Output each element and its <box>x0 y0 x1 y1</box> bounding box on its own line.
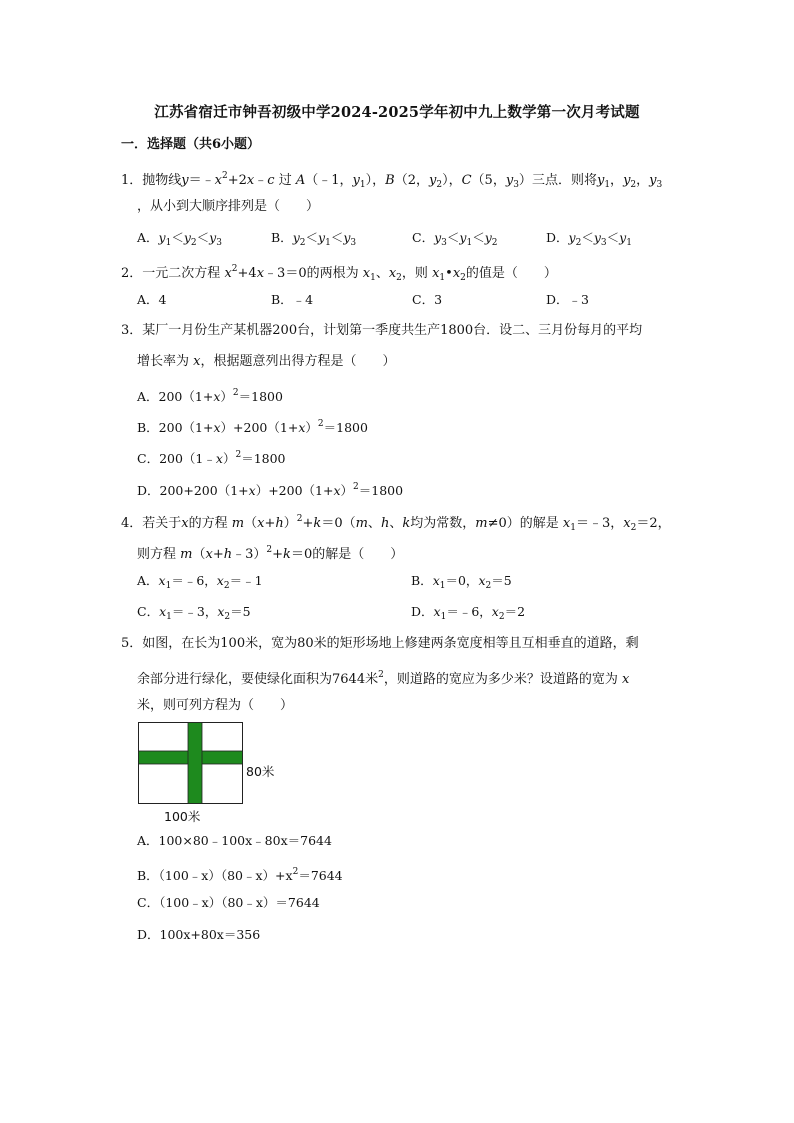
section-heading: 一．选择题（共6小题） <box>121 137 261 152</box>
q2-option-d[interactable]: D．﹣3 <box>546 292 589 307</box>
road-diagram <box>138 722 278 826</box>
q2-option-c[interactable]: C．3 <box>412 292 443 307</box>
q5-option-d[interactable]: D．100x+80x＝356 <box>137 927 261 942</box>
q1-option-a[interactable]: A．$y_1<y_2<y_3$ <box>137 230 222 248</box>
q5-option-a[interactable]: A．100×80﹣100x﹣80x＝7644 <box>137 833 332 848</box>
question-5-line-1: 5．如图，在长为100米，宽为80米的矩形场地上修建两条宽度相等且互相垂直的道路，剩 <box>121 636 639 651</box>
question-1-line-1: 1．抛物线$y=﹣x^2+2x﹣c$ 过 A（﹣1，$y_1$），B（2，$y_2$），C（5，$y_3$）三点．则将$y_1$，$y_2$，$y_3$ <box>121 171 663 190</box>
q4-option-b[interactable]: B．$x_1=0$，$x_2=5$ <box>411 573 512 591</box>
length-label: 100米 <box>164 809 201 824</box>
q1-option-b[interactable]: B．$y_2<y_1<y_3$ <box>271 230 357 248</box>
width-label: 80米 <box>246 764 275 779</box>
q3-option-a[interactable]: A．$200(1+x)^2=1800$ <box>137 388 283 404</box>
question-1-line-2: ，从小到大顺序排列是（ ） <box>137 199 320 214</box>
q5-option-c[interactable]: C．（100﹣x）（80﹣x）＝7644 <box>137 895 320 910</box>
q2-option-a[interactable]: A．4 <box>137 292 167 307</box>
q1-option-d[interactable]: D．$y_2<y_3<y_1$ <box>546 230 632 248</box>
question-5-line-3: 米，则可列方程为（ ） <box>137 698 294 713</box>
question-5-line-2: 余部分进行绿化，要使绿化面积为7644米$^2$，则道路的宽应为多少米？设道路的宽为 x <box>137 670 630 687</box>
question-3-line-1: 3．某厂一月份生产某机器200台，计划第一季度共生产1800台．设二、三月份每月的平均 <box>121 323 643 338</box>
q4-option-a[interactable]: A．$x_1=﹣6$，$x_2=﹣1$ <box>137 573 263 591</box>
page-title: 江苏省宿迁市钟吾初级中学2024-2025学年初中九上数学第一次月考试题 <box>154 104 640 121</box>
vertical-road <box>188 723 202 804</box>
q4-option-c[interactable]: C．$x_1=﹣3$，$x_2=5$ <box>137 604 251 622</box>
q3-option-c[interactable]: C．200（1﹣x）$^2$＝1800 <box>137 450 286 466</box>
q3-option-b[interactable]: B．$200(1+x)+200(1+x)^2=1800$ <box>137 419 368 435</box>
q5-option-b[interactable]: B．$(100﹣x)(80﹣x)+x^2=7644$ <box>137 867 343 883</box>
question-3-line-2: 增长率为 x，根据题意列出得方程是（ ） <box>137 354 396 369</box>
question-2-line-1: 2．一元二次方程 $x^2+4x﹣3=0$的两根为 $x_1$、$x_2$，则 $x_1•x_2$的值是（ ） <box>121 264 557 283</box>
question-4-line-1: 4．若关于x的方程 $m(x+h)^2+k=0(m$、h、k均为常数，m≠0）的解是 $x_1=﹣3$，$x_2=2$， <box>121 514 671 533</box>
q2-option-b[interactable]: B．﹣4 <box>271 292 314 307</box>
q1-option-c[interactable]: C．$y_3<y_1<y_2$ <box>412 230 498 248</box>
q4-option-d[interactable]: D．$x_1=﹣6$，$x_2=2$ <box>411 604 526 622</box>
q3-option-d[interactable]: D．$200+200(1+x)+200(1+x)^2=1800$ <box>137 482 404 498</box>
question-4-line-2: 则方程 m（x+h﹣3）$^2$+k＝0的解是（ ） <box>137 545 404 562</box>
